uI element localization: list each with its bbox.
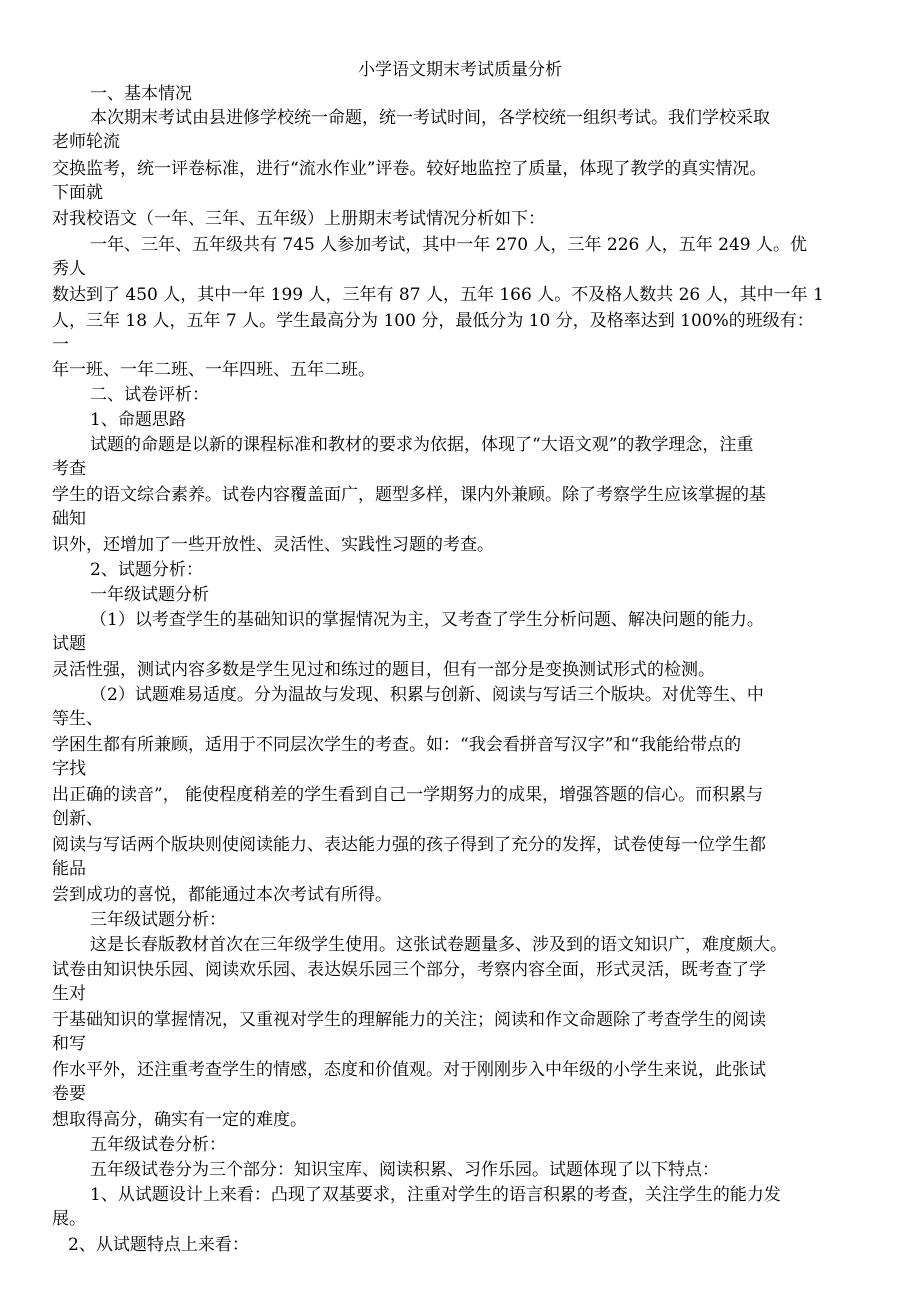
subsection-heading: 一年级试题分析: [90, 585, 209, 605]
text-line: 考查: [52, 459, 86, 479]
text-line: 创新、: [52, 809, 103, 829]
text-line: 灵活性强，测试内容多数是学生见过和练过的题目，但有一部分是变换测试形式的检测。: [52, 660, 715, 680]
text-line: 和写: [52, 1034, 86, 1054]
text-line: 交换监考，统一评卷标准，进行“流水作业”评卷。较好地监控了质量，体现了教学的真实情况。: [52, 159, 767, 179]
text-line: 一: [52, 335, 69, 355]
section-heading: 一、基本情况: [90, 84, 192, 104]
text-line: （1）以考查学生的基础知识的掌握情况为主，又考查了学生分析问题、解决问题的能力。: [90, 610, 764, 630]
text-line: 字找: [52, 759, 86, 779]
subsection-heading: 1、命题思路: [90, 410, 186, 430]
text-line: 出正确的读音”， 能使程度稍差的学生看到自己一学期努力的成果，增强答题的信心。而积累与: [52, 785, 764, 805]
subsection-heading: 2、试题分析：: [90, 560, 203, 580]
text-line: 想取得高分，确实有一定的难度。: [52, 1110, 307, 1130]
text-line: 展。: [52, 1209, 86, 1229]
subsection-heading: 三年级试题分析：: [90, 910, 226, 930]
text-line: 下面就: [52, 183, 103, 203]
text-line: 1、从试题设计上来看：凸现了双基要求，注重对学生的语言积累的考查，关注学生的能力发: [90, 1185, 781, 1205]
text-line: 年一班、一年二班、一年四班、五年二班。: [52, 360, 375, 380]
text-line: 试题的命题是以新的课程标准和教材的要求为依据，体现了“大语文观”的教学理念，注重: [90, 435, 754, 455]
text-line: 试卷由知识快乐园、阅读欢乐园、表达娱乐园三个部分，考察内容全面，形式灵活，既考查了学: [52, 960, 766, 980]
text-line: 老师轮流: [52, 132, 120, 152]
text-line: 这是长春版教材首次在三年级学生使用。这张试卷题量多、涉及到的语文知识广，难度颇大。: [90, 935, 787, 955]
text-line: 五年级试卷分为三个部分：知识宝库、阅读积累、习作乐园。试题体现了以下特点：: [90, 1160, 719, 1180]
text-line: 一年、三年、五年级共有 745 人参加考试，其中一年 270 人，三年 226 人，五年 249 人。优: [90, 235, 808, 255]
document-title: 小学语文期末考试质量分析: [358, 60, 562, 80]
text-line: 阅读与写话两个版块则使阅读能力、表达能力强的孩子得到了充分的发挥，试卷使每一位学生都: [52, 835, 766, 855]
text-line: 作水平外，还注重考查学生的情感，态度和价值观。对于刚刚步入中年级的小学生来说，此张试: [52, 1060, 766, 1080]
text-line: 生对: [52, 984, 86, 1004]
text-line: 尝到成功的喜悦，都能通过本次考试有所得。: [52, 885, 392, 905]
text-line: 卷要: [52, 1084, 86, 1104]
text-line: 人，三年 18 人，五年 7 人。学生最高分为 100 分，最低分为 10 分，及格率达到 100%的班级有：: [52, 311, 814, 331]
text-line: 于基础知识的掌握情况，又重视对学生的理解能力的关注；阅读和作文命题除了考查学生的阅读: [52, 1010, 766, 1030]
text-line: 能品: [52, 859, 86, 879]
text-line: 学生的语文综合素养。试卷内容覆盖面广，题型多样，课内外兼顾。除了考察学生应该掌握的基: [52, 485, 766, 505]
text-line: 学困生都有所兼顾，适用于不同层次学生的考查。如：“我会看拼音写汉字”和“我能给带点的: [52, 735, 742, 755]
text-line: 识外，还增加了一些开放性、灵活性、实践性习题的考查。: [52, 535, 494, 555]
text-line: 等生、: [52, 709, 103, 729]
text-line: （2）试题难易适度。分为温故与发现、积累与创新、阅读与写话三个版块。对优等生、中: [90, 685, 764, 705]
subsection-heading: 五年级试卷分析：: [90, 1135, 226, 1155]
section-heading: 二、试卷评析：: [90, 385, 209, 405]
text-line: 2、从试题特点上来看：: [68, 1235, 249, 1255]
text-line: 数达到了 450 人，其中一年 199 人，三年有 87 人，五年 166 人。不及格人数共 26 人，其中一年 1: [52, 285, 824, 305]
text-line: 础知: [52, 509, 86, 529]
text-line: 试题: [52, 634, 86, 654]
text-line: 秀人: [52, 259, 86, 279]
text-line: 本次期末考试由县进修学校统一命题，统一考试时间，各学校统一组织考试。我们学校采取: [90, 108, 770, 128]
text-line: 对我校语文（一年、三年、五年级）上册期末考试情况分析如下：: [52, 209, 545, 229]
